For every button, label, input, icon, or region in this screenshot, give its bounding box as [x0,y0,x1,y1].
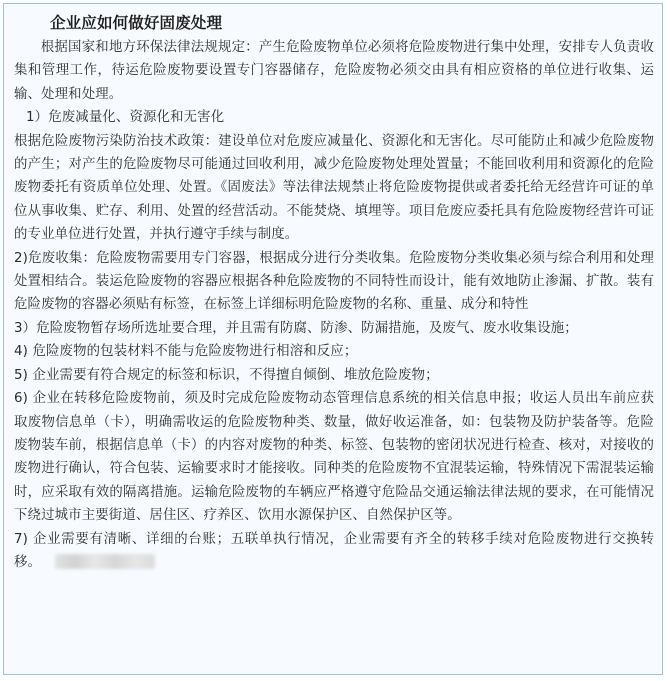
section-4-body: 4) 危险废物的包装材料不能与危险废物进行相溶和反应； [14,344,358,360]
article-title: 企业应如何做好固废处理 [50,14,223,32]
section-7-text: 7) 企业需要有清晰、详细的台账；五联单执行情况，企业需要有齐全的转移手续对危险废物进行交换转移。 [14,531,654,570]
blurred-watermark [55,554,155,569]
section-1-heading: 1）危废减量化、资源化和无害化 [26,110,225,126]
section-1-body: 根据危险废物污染防治技术政策：建设单位对危废应减量化、资源化和无害化。尽可能防止和减少危险废物的产生；对产生的危险废物尽可能通过回收利用，减少危险废物处理处置量；不能回收利用和资源化的危险废物委托有资质单位处理、处置。《固废法》等法律法规禁止将危险废物提供或者委托给无经营许可证的单位从事收集、贮存、利用、处置的经营活动。不能焚烧、填埋等。项目危废应委托具有危险废物经营许可证的专业单位进行处置，并执行遵守手续与制度。 [14,133,654,243]
section-5-body: 5) 企业需要有符合规定的标签和标识，不得擅自倾倒、堆放危险废物； [14,367,439,383]
section-7-body [14,528,654,575]
intro-paragraph: 根据国家和地方环保法律法规规定：产生危险废物单位必须将危险废物进行集中处理，安排专人负责收集和管理工作，待运危险废物要设置专门容器储存，危险废物必须交由具有相应资格的单位进行收集、运输、处理和处理。 [14,40,654,102]
section-2-body: 2)危废收集：危险废物需要用专门容器，根据成分进行分类收集。危险废物分类收集必须与综合利用和处理处置相结合。装运危险废物的容器应根据各种危险废物的不同特性而设计，能有效地防止渗漏、扩散。装有危险废物的容器必须贴有标签，在标签上详细标明危险废物的名称、重量、成分和特性 [14,250,654,313]
section-3-body: 3）危险废物暂存场所选址要合理，并且需有防腐、防渗、防漏措施，及废气、废水收集设施； [14,320,578,336]
article-body [3,3,663,675]
section-6-body: 6) 企业在转移危险废物前，须及时完成危险废物动态管理信息系统的相关信息申报；收运人员出车前应获取废物信息单（卡），明确需收运的危险废物种类、数量，做好收运准备，如：包装物及防护装备等。危险废物装车前，根据信息单（卡）的内容对废物的种类、标签、包装物的密闭状况进行检查、核对，对接收的废物进行确认，符合包装、运输要求时才能接收。同种类的危险废物不宜混装运输，特殊情况下需混装运输时，应采取有效的隔离措施。运输危险废物的车辆应严格遵守危险品交通运输法律法规的要求，在可能情况下绕过城市主要街道、居住区、疗养区、饮用水源保护区、自然保护区等。 [14,391,654,524]
